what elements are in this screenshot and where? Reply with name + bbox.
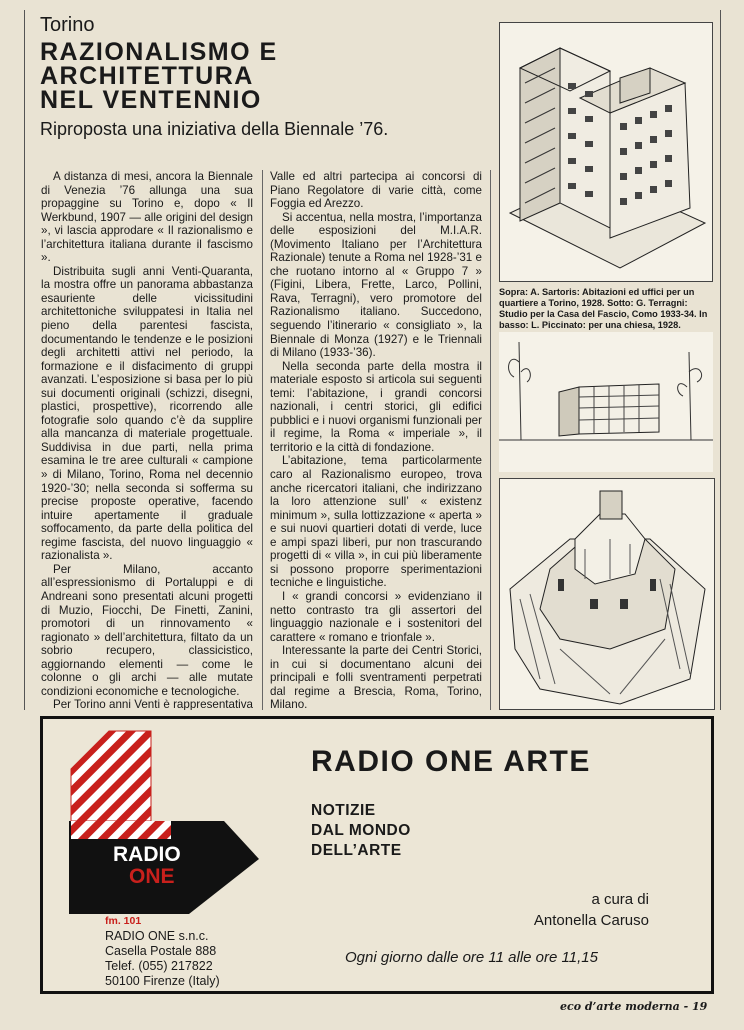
page-left-rule xyxy=(24,10,25,710)
paragraph: Distribuita sugli anni Venti-Quaranta, la mostra offre un panorama abbastanza esauriente delle vicissitudini architettoniche sviluppatesi in Italia nel pieno della parentesi fascista, documentando le tendenze e le posizioni degli architetti attivi nel periodo, la formazione e il disfacimento di gruppi avanzati. L’esposizione si basa per lo più sui documenti originali (schizzi, disegni, plastici, prospettive), ricorrendo alle fotografie solo quando c’è da supplire alla mancanza di materiale progettuale. Suddivisa in due parti, nella prima esamina le tre aree culturali « campione » di Milano, Torino, Roma nel decennio 1920-’30; nella seconda si sofferma su precise proposte operative, facendo intuire apertamente il graduale soffocamento, da parte della politica del regime fascista, del nuovo linguaggio « razionalista ». xyxy=(41,264,253,563)
ad-subtitle-line: DELL’ARTE xyxy=(311,842,402,859)
ad-subtitle-line: DAL MONDO xyxy=(311,822,411,839)
figure-caption: Sopra: A. Sartoris: Abitazioni ed uffici per un quartiere a Torino, 1928. Sotto: G. Terragni: Studio per la Casa del Fascio, Como 1933-34. In basso: L. Piccinato: per una chiesa, 1928. xyxy=(499,287,708,330)
curator-name: Antonella Caruso xyxy=(533,912,649,929)
headline-line: ARCHITETTURA xyxy=(40,62,254,90)
illustration-piccinato-church xyxy=(499,478,715,710)
column-rule xyxy=(490,170,491,710)
curated-by-label: a cura di xyxy=(591,891,649,908)
article-column-1 xyxy=(41,170,253,710)
ad-title: RADIO ONE ARTE xyxy=(311,745,591,778)
paragraph: Si accentua, nella mostra, l’importanza delle esposizioni del M.I.A.R. (Movimento Italiano per l’Architettura Razionale) tenute a Roma nel 1928-’31 e che ruotano intorno al « Gruppo 7 » (Figini, Libera, Frette, Larco, Pollini, Rava, Terragni), vero promotore del Razionalismo italiano. Succedono, seguendo l’itinerario « consigliato », la Biennale di Monza (1927) e le Triennali di Milano (1933-’36). xyxy=(270,210,482,360)
logo-text-radio: RADIO xyxy=(113,843,181,866)
paragraph: Interessante la parte dei Centri Storici, in cui si documentano alcuni dei principali e folli sventramenti perpetrati dal regime a Brescia, Roma, Torino, Milano. xyxy=(270,644,482,710)
ad-subtitle-line: NOTIZIE xyxy=(311,802,376,819)
building-axonometric-drawing xyxy=(500,23,712,281)
radio-one-advertisement xyxy=(40,716,714,994)
ad-schedule: Ogni giorno dalle ore 11 alle ore 11,15 xyxy=(345,949,598,966)
logo-text-one: ONE xyxy=(129,865,175,888)
article-column-2 xyxy=(270,170,482,710)
page-right-rule xyxy=(720,10,721,710)
facade-perspective-drawing xyxy=(499,332,713,472)
column-rule xyxy=(262,170,263,710)
paragraph: Valle ed altri partecipa ai concorsi di Piano Regolatore di varie città, come Foggia ed Arezzo. xyxy=(270,170,482,211)
article-headline xyxy=(40,40,340,112)
ad-contact-block xyxy=(105,929,220,989)
church-axonometric-drawing xyxy=(500,479,714,709)
radio-one-logo xyxy=(69,729,259,914)
paragraph: Nella seconda parte della mostra il materiale esposto si articola sui seguenti temi: l’abitazione, i grandi concorsi nazionali, i centri storici, gli edifici pubblici e i nuovi organismi funzionali per il regime, la Roma « imperiale », il territorio e la città di fondazione. xyxy=(270,359,482,454)
illustration-sartoris-axonometric xyxy=(499,22,713,282)
paragraph: Per Milano, accanto all’espressionismo di Portaluppi e di Andreani sono presentati alcuni progetti di Muzio, Fiocchi, De Finetti, Zanini, promotori di un rinnovamento « ragionato » dell’architettura, filtato da un sobrio recupero, classicistico, aggiornando elementi — come le colonne o gli archi — alle mutate condizioni economiche e tecnologiche. xyxy=(41,562,253,698)
contact-line: 50100 Firenze (Italy) xyxy=(105,974,220,988)
paragraph: I « grandi concorsi » evidenziano il netto contrasto tra gli assertori del linguaggio nazionale e i sostenitori del carattere « romano e trionfale ». xyxy=(270,589,482,644)
illustration-terragni-casa-fascio xyxy=(499,332,713,472)
page-footer: eco d’arte moderna - 19 xyxy=(560,1000,708,1013)
ad-frequency: fm. 101 xyxy=(105,915,142,927)
article-kicker: Torino xyxy=(40,14,95,36)
contact-line: RADIO ONE s.n.c. xyxy=(105,929,209,943)
headline-line: NEL VENTENNIO xyxy=(40,86,262,114)
contact-line: Telef. (055) 217822 xyxy=(105,959,213,973)
article-subtitle: Riproposta una iniziativa della Biennale ’76. xyxy=(40,119,389,139)
paragraph: A distanza di mesi, ancora la Biennale di Venezia ’76 allunga una sua propaggine su Torino e, dopo « Il Werkbund, 1907 — alle origini del design », vi lascia approdare « Il razionalismo e l’architettura italiana durante il fascismo ». xyxy=(41,170,253,265)
headline-line: RAZIONALISMO E xyxy=(40,38,278,66)
ad-curator xyxy=(523,889,649,931)
paragraph: Per Torino anni Venti è rappresentativa xyxy=(53,698,253,710)
paragraph: L’abitazione, tema particolarmente caro al Razionalismo europeo, trova anche ricercatori italiani, che indirizzano la loro attenzione sull’ « existenz minimum », sulla lottizzazione « aperta » e sui nuovi quartieri dotati di verde, luce e ampi spazi liberi, pur non trascurando progetti di « villa », in cui più liberamente si possono proporre sperimentazioni tecniche e linguistiche. xyxy=(270,454,482,590)
ad-subtitle xyxy=(311,801,411,861)
contact-line: Casella Postale 888 xyxy=(105,944,217,958)
